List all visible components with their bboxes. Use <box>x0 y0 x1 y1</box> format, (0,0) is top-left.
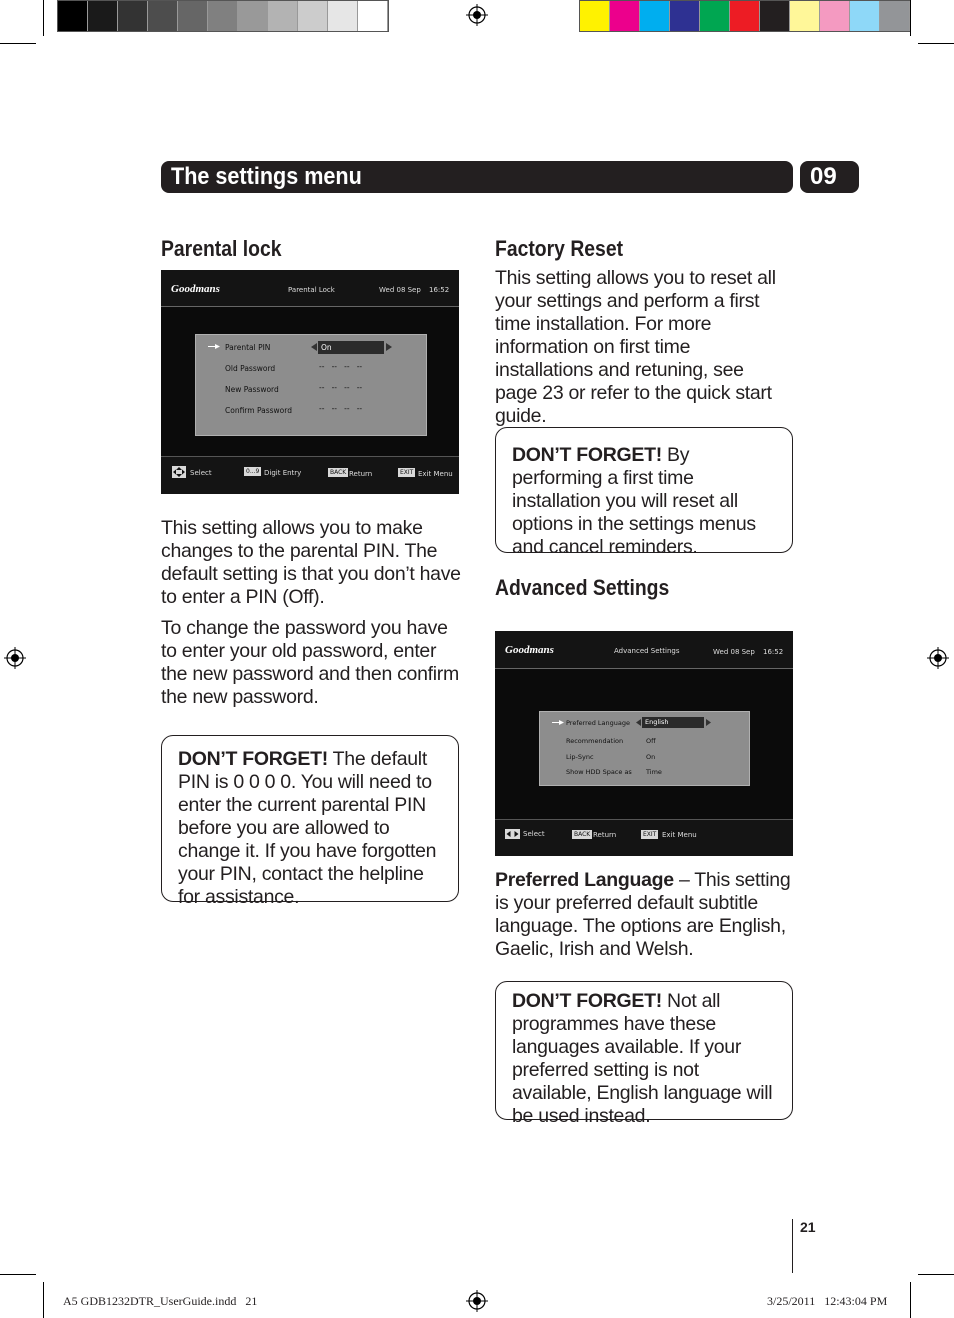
color-swatch <box>238 1 268 31</box>
arrow-right-icon <box>706 719 711 726</box>
exit-menu-hint: Exit Menu <box>418 470 453 478</box>
row-label: New Password <box>225 385 279 394</box>
select-hint: Select <box>190 469 212 477</box>
digit-key: 0...9 <box>246 468 260 475</box>
color-swatch <box>358 1 388 31</box>
back-key: BACK <box>574 831 591 838</box>
screen-time: 16:52 <box>429 286 450 294</box>
note-label: DON’T FORGET! <box>178 748 328 770</box>
crop-mark <box>0 1274 36 1275</box>
color-swatch <box>700 1 730 31</box>
row-label: Old Password <box>225 364 276 373</box>
color-swatch <box>820 1 850 31</box>
chapter-number: 09 <box>800 161 859 193</box>
crop-mark <box>918 1274 954 1275</box>
note-body: Not all programmes have these languages available. If your preferred setting is not available, English language will be used instead. <box>512 990 773 1127</box>
advanced-settings-heading: Advanced Settings <box>495 575 670 600</box>
color-swatch <box>328 1 358 31</box>
back-key: BACK <box>330 469 347 476</box>
registration-mark-icon <box>466 4 488 26</box>
row-value: On <box>646 753 656 761</box>
row-label: Show HDD Space as <box>566 768 632 776</box>
process-color-bar <box>579 0 911 32</box>
tv-bottom-bar <box>161 456 459 494</box>
parental-lock-paragraph-2: To change the password you have to enter your old password, enter the new password and then confirm the new password. <box>161 617 459 708</box>
row-value: -- -- -- -- <box>319 362 363 371</box>
exit-menu-hint: Exit Menu <box>662 831 697 839</box>
note-body: By performing a first time installation you will reset all options in the settings menus and cancel reminders. <box>512 444 756 558</box>
color-swatch <box>610 1 640 31</box>
goodmans-logo: Goodmans <box>171 283 220 295</box>
color-swatch <box>268 1 298 31</box>
color-swatch <box>208 1 238 31</box>
factory-reset-note <box>512 444 782 559</box>
row-value: -- -- -- -- <box>319 404 363 413</box>
preferred-language-paragraph <box>495 869 795 961</box>
color-swatch <box>850 1 880 31</box>
arrow-right-icon <box>386 343 392 351</box>
advanced-settings-note <box>512 990 780 1128</box>
color-swatch <box>670 1 700 31</box>
color-swatch <box>760 1 790 31</box>
registration-mark-icon <box>466 1290 488 1312</box>
color-swatch <box>730 1 760 31</box>
row-label: Recommendation <box>566 737 624 745</box>
crop-mark <box>43 1282 44 1318</box>
crop-mark <box>43 0 44 36</box>
pointer-hand-icon <box>207 342 221 351</box>
page-title: The settings menu <box>171 163 362 190</box>
crop-mark <box>918 43 954 44</box>
pointer-hand-icon <box>551 718 565 727</box>
row-label: Preferred Language <box>566 719 630 727</box>
footer-timestamp: 3/25/2011 12:43:04 PM <box>767 1294 888 1308</box>
color-swatch <box>580 1 610 31</box>
registration-mark-icon <box>927 647 949 669</box>
registration-mark-icon <box>4 647 26 669</box>
selected-value: On <box>318 341 384 354</box>
exit-key: EXIT <box>400 469 414 476</box>
screen-time: 16:52 <box>763 648 784 656</box>
dpad-icon <box>172 466 186 478</box>
tv-top-bar <box>161 270 459 307</box>
crop-mark <box>0 43 36 44</box>
preferred-language-body: – This setting is your preferred default subtitle language. The options are English, Gaelic, Irish and Welsh. <box>495 869 791 960</box>
row-value: -- -- -- -- <box>319 383 363 392</box>
arrow-left-icon <box>311 343 317 351</box>
parental-lock-note <box>178 748 446 909</box>
tv-bottom-bar <box>495 819 793 856</box>
gray-color-bar <box>57 0 389 32</box>
row-label: Lip-Sync <box>566 753 594 761</box>
parental-lock-paragraph-1: This setting allows you to make changes to the parental PIN. The default setting is that you don’t have to enter a PIN (Off). <box>161 517 461 608</box>
color-swatch <box>790 1 820 31</box>
left-right-arrows-icon <box>505 829 520 839</box>
page-number: 21 <box>800 1219 816 1235</box>
crop-mark <box>910 1282 911 1318</box>
screen-date: Wed 08 Sep <box>379 286 421 294</box>
row-label: Parental PIN <box>225 343 271 352</box>
row-value: Time <box>646 768 662 776</box>
screen-title: Parental Lock <box>288 286 335 294</box>
settings-panel <box>539 711 750 786</box>
goodmans-logo: Goodmans <box>505 644 554 656</box>
advanced-settings-screenshot <box>495 631 793 856</box>
return-hint: Return <box>593 831 617 839</box>
color-swatch <box>88 1 118 31</box>
parental-lock-screenshot <box>161 270 459 494</box>
color-swatch <box>298 1 328 31</box>
arrow-left-icon <box>636 719 641 726</box>
settings-panel <box>195 334 427 436</box>
color-swatch <box>880 1 910 31</box>
factory-reset-paragraph: This setting allows you to reset all your settings and perform a first time installation. For more information on first time installations and retuning, see page 23 or refer to the quick start guide. <box>495 267 776 427</box>
screen-title: Advanced Settings <box>614 647 680 655</box>
page-number-rule <box>792 1219 793 1273</box>
digit-entry-hint: Digit Entry <box>264 469 302 477</box>
crop-mark <box>910 0 911 36</box>
color-swatch <box>58 1 88 31</box>
row-value: Off <box>646 737 656 745</box>
return-hint: Return <box>349 470 373 478</box>
row-label: Confirm Password <box>225 406 292 415</box>
color-swatch <box>178 1 208 31</box>
exit-key: EXIT <box>643 831 657 838</box>
factory-reset-heading: Factory Reset <box>495 236 624 261</box>
color-swatch <box>148 1 178 31</box>
selected-value: English <box>642 717 704 728</box>
preferred-language-label: Preferred Language <box>495 869 674 891</box>
note-body: The default PIN is 0 0 0 0. You will need to enter the current parental PIN before you are allowed to change it. If you have forgotten your PIN, contact the helpline for assistance. <box>178 748 437 908</box>
parental-lock-heading: Parental lock <box>161 236 282 261</box>
color-swatch <box>640 1 670 31</box>
note-label: DON’T FORGET! <box>512 990 662 1012</box>
color-swatch <box>118 1 148 31</box>
screen-date: Wed 08 Sep <box>713 648 755 656</box>
note-label: DON’T FORGET! <box>512 444 662 466</box>
tv-top-bar <box>495 631 793 669</box>
select-hint: Select <box>523 830 545 838</box>
footer-file-info: A5 GDB1232DTR_UserGuide.indd 21 <box>63 1294 258 1308</box>
